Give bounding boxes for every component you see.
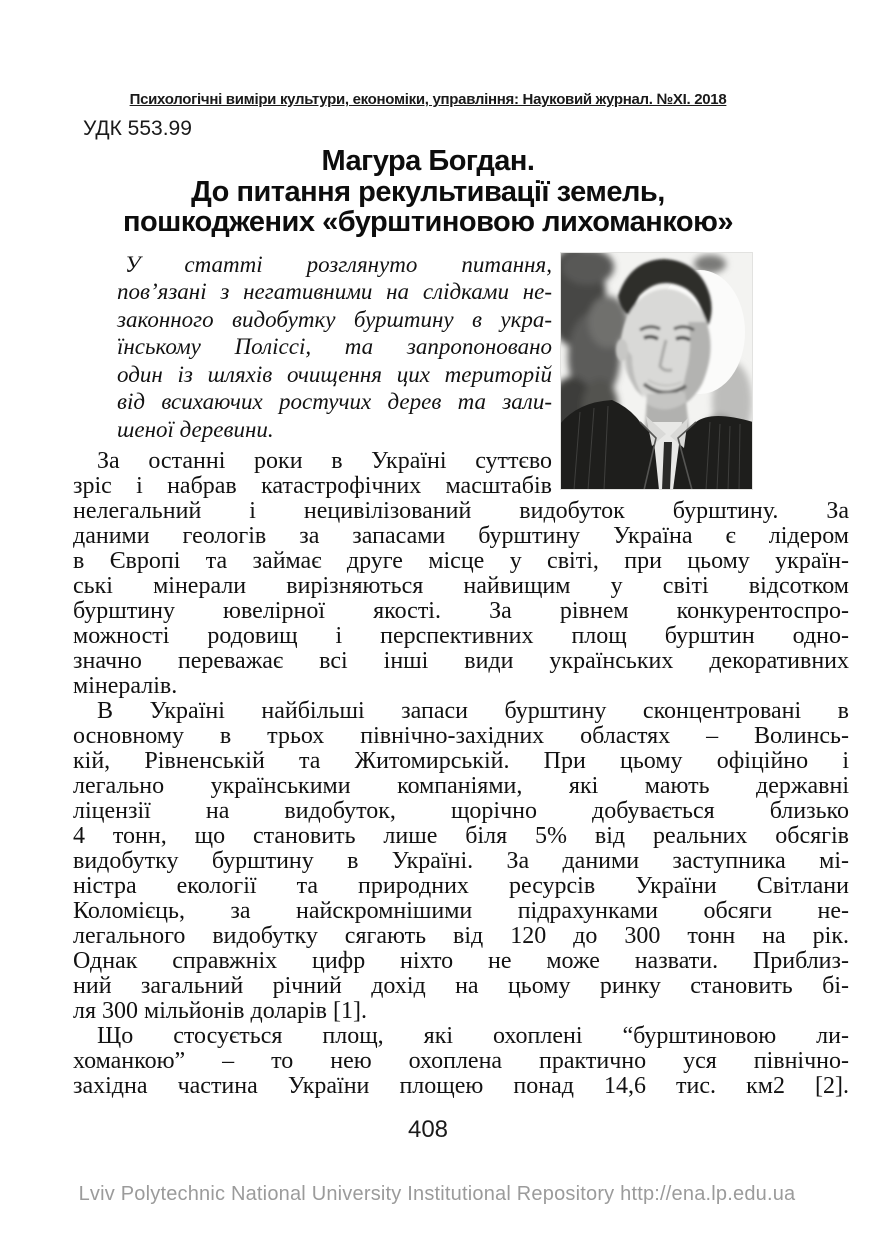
text-line: законного видобутку бурштину в укра- xyxy=(117,306,552,332)
text-line: Що стосується площ, які охоплені “бурштиновою ли- xyxy=(97,1023,849,1049)
text-line: Коломієць, за найскромнішими підрахунками обсяги не- xyxy=(73,898,849,924)
text-line: мінералів. xyxy=(73,673,178,699)
text-line: ля 300 мільйонів доларів [1]. xyxy=(73,998,367,1024)
text-line: Однак справжніх цифр ніхто не може назвати. Приблиз- xyxy=(73,948,849,974)
author-photo-image xyxy=(560,252,753,490)
text-line: легального видобутку сягають від 120 до 300 тонн на рік. xyxy=(73,923,849,949)
author-photo xyxy=(560,252,753,490)
text-line: основному в трьох північно-західних областях – Волинсь- xyxy=(73,723,849,749)
page-number: 408 xyxy=(407,1116,449,1143)
article-body xyxy=(73,449,849,1099)
text-line: західна частина України площею понад 14,6 тис. км2 [2]. xyxy=(73,1073,849,1099)
text-line: легально українськими компаніями, які мають державні xyxy=(73,773,849,799)
text-line: ські мінерали вирізняються найвищим у світі відсотком xyxy=(73,573,849,599)
text-line: У статті розглянуто питання, xyxy=(125,251,552,277)
text-line: від всихаючих ростучих дерев та зали- xyxy=(117,389,552,414)
text-line: видобутку бурштину в Україні. За даними заступника мі- xyxy=(73,848,849,874)
title-line-2: До питання рекультивації земель, xyxy=(191,175,665,208)
text-line: ністра екології та природних ресурсів України Світлани xyxy=(73,873,849,899)
text-line: хоманкою” – то нею охоплена практично уся північно- xyxy=(73,1048,849,1074)
text-line: їнському Поліссі, та запропоновано xyxy=(117,334,552,359)
text-line: можності родовищ і перспективних площ бурштин одно- xyxy=(73,623,849,649)
repository-footer: Lviv Polytechnic National University Institutional Repository http://ena.lp.edu.ua xyxy=(78,1183,796,1205)
article-title xyxy=(73,146,783,238)
text-line: ліцензії на видобуток, щорічно добувається близько xyxy=(73,798,849,824)
paragraph xyxy=(73,699,849,1024)
text-line: ний загальний річний дохід на цьому ринку становить бі- xyxy=(73,973,849,999)
journal-header: Психологічні виміри культури, економіки, управління: Науковий журнал. №XI. 2018 xyxy=(129,91,727,108)
text-line: шеної деревини. xyxy=(117,416,274,442)
text-line: даними геологів за запасами бурштину Україна є лідером xyxy=(73,523,849,549)
paragraph xyxy=(73,1024,849,1099)
text-line: бурштину ювелірної якості. За рівнем конкурентоспро- xyxy=(73,598,849,624)
text-line: кій, Рівненській та Житомирській. При цьому офіційно і xyxy=(73,748,849,774)
text-line: зріс і набрав катастрофічних масштабів xyxy=(73,473,552,499)
text-line: За останні роки в Україні суттєво xyxy=(97,448,552,474)
text-line: В Україні найбільші запаси бурштину сконцентровані в xyxy=(97,698,849,724)
article xyxy=(73,146,849,1099)
text-line: значно переважає всі інші види українських декоративних xyxy=(73,648,849,674)
text-line: пов’язані з негативними на слідками не- xyxy=(117,279,552,304)
title-author-line: Магура Богдан. xyxy=(321,145,535,177)
udk-code: УДК 553.99 xyxy=(83,117,192,140)
text-line: 4 тонн, що становить лише біля 5% від реальних обсягів xyxy=(73,823,849,849)
title-line-3: пошкоджених «бурштиновою лихоманкою» xyxy=(122,206,734,238)
text-line: нелегальний і нецивілізований видобуток бурштину. За xyxy=(73,498,849,524)
text-line: один із шляхів очищення цих територій xyxy=(117,361,552,387)
text-line: в Європі та займає друге місце у світі, при цьому україн- xyxy=(73,548,849,574)
